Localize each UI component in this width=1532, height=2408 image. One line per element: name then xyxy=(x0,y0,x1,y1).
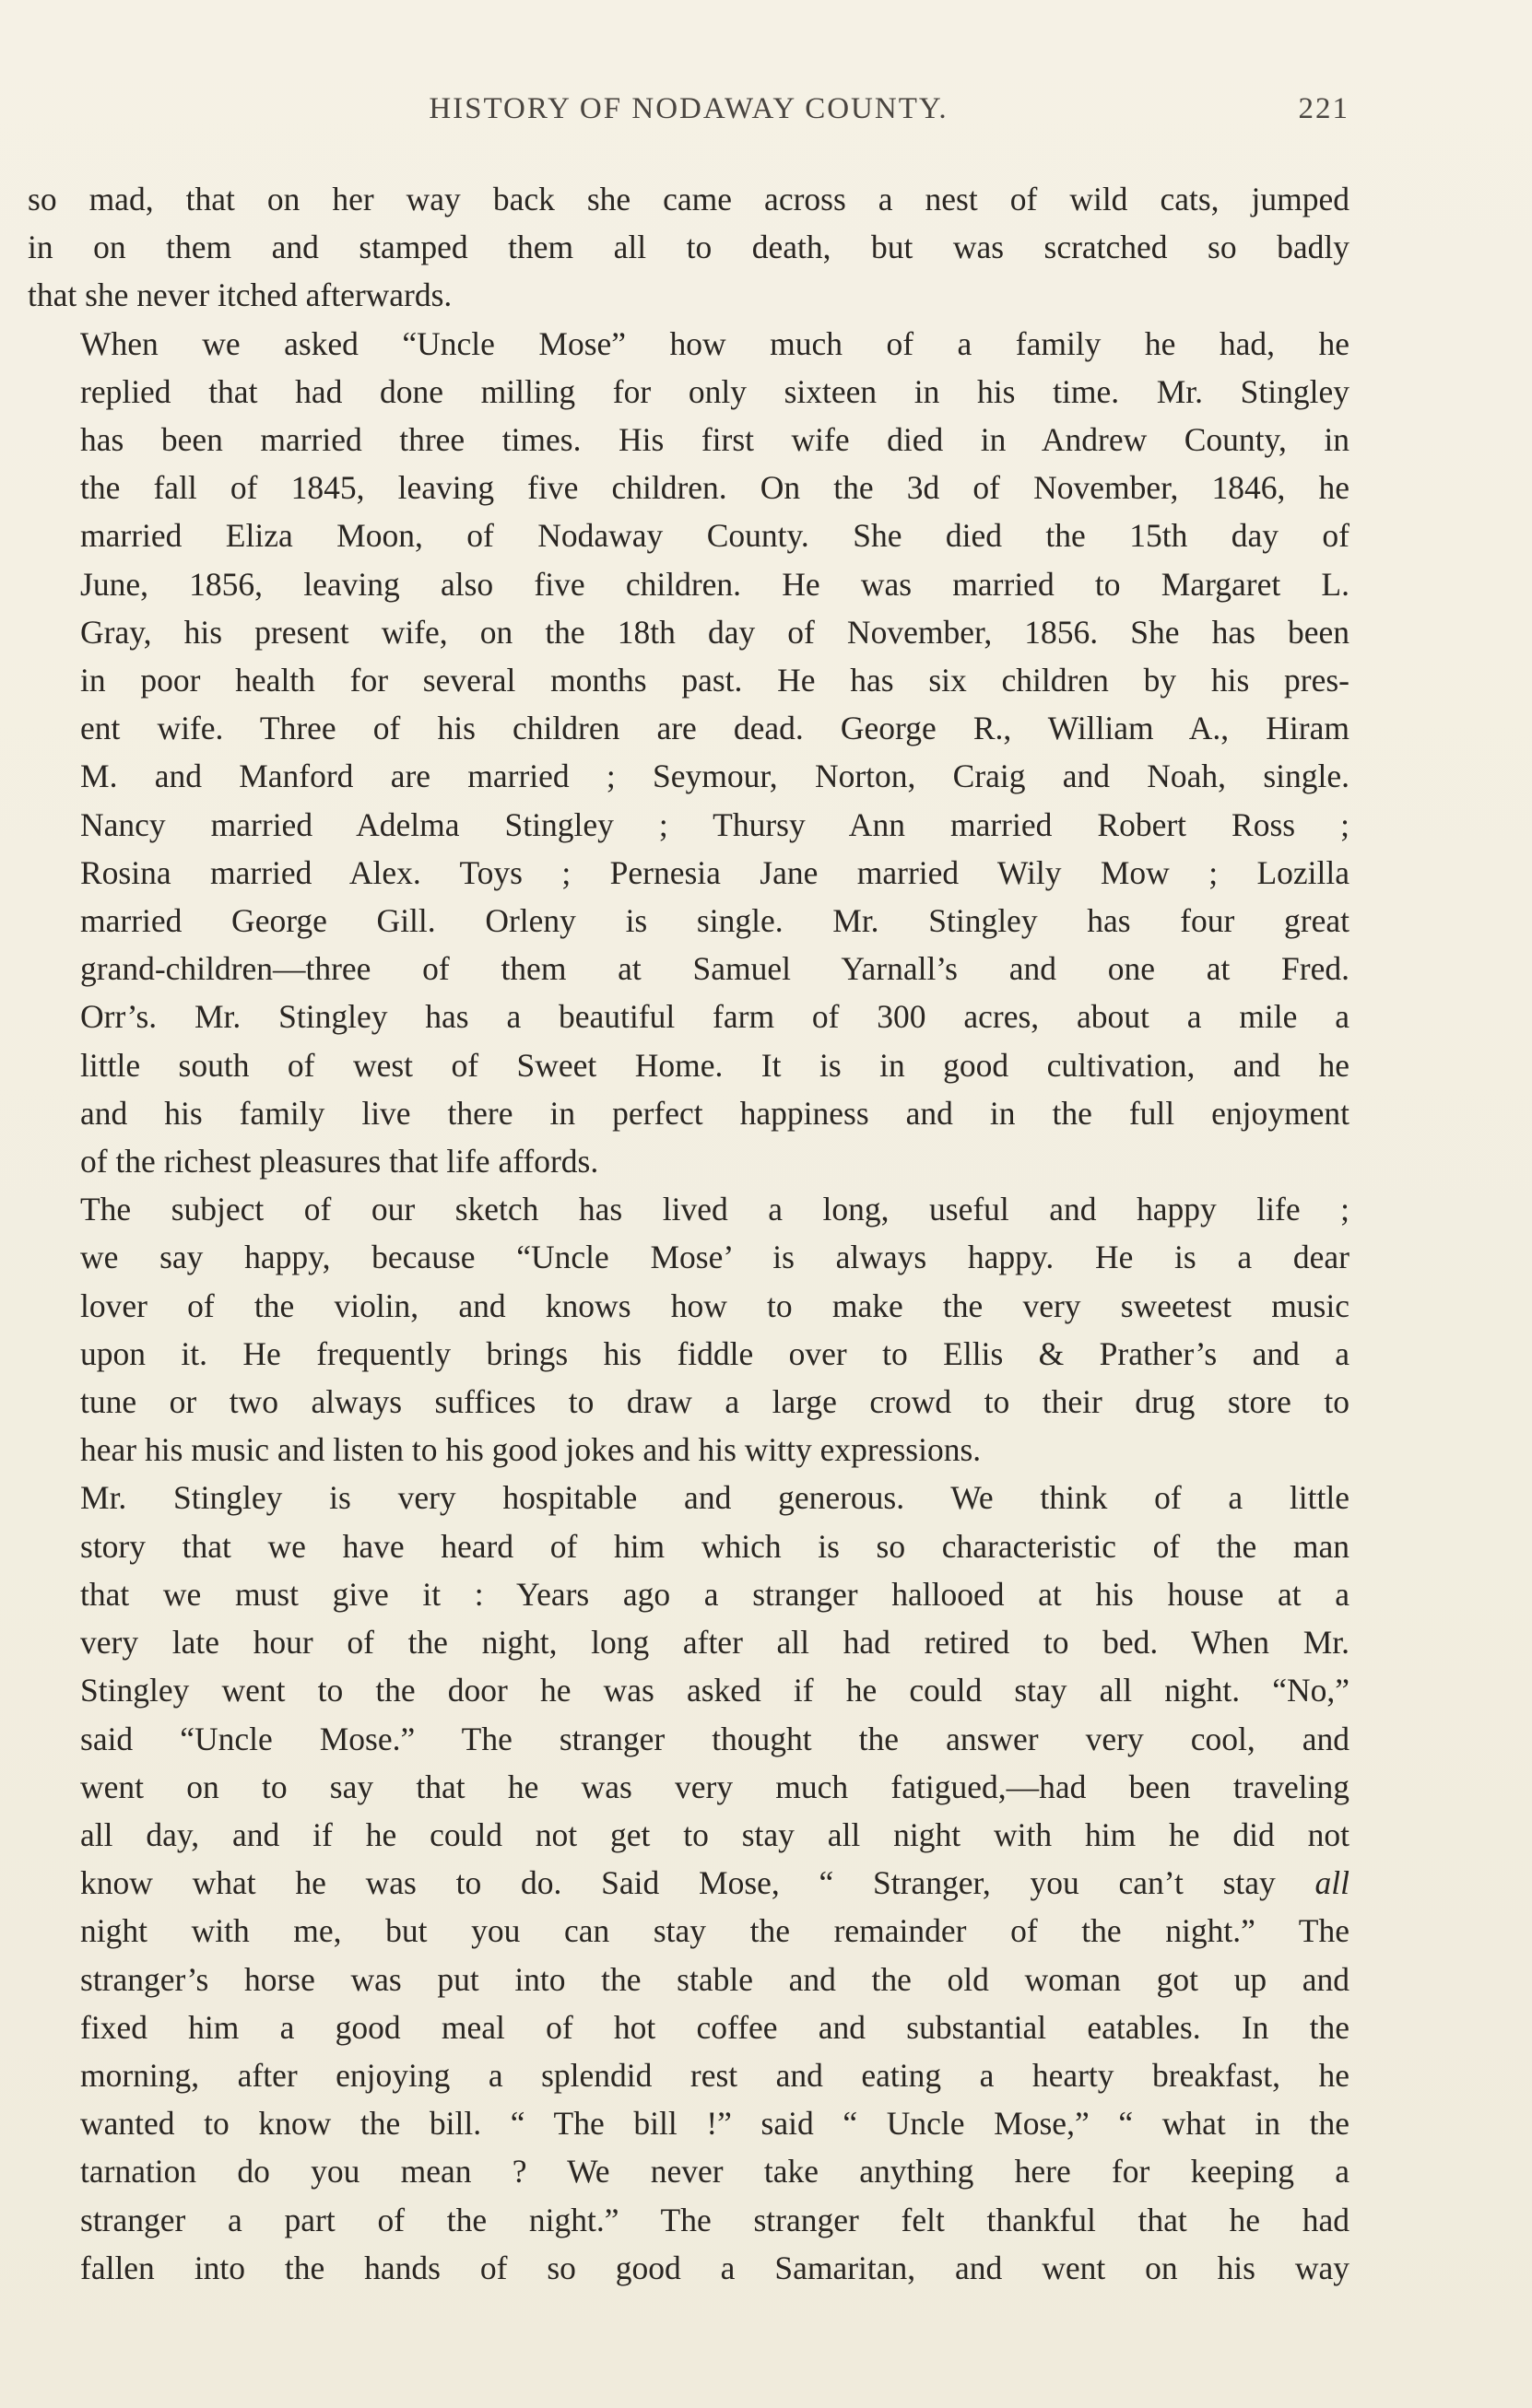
text-line: in poor health for several months past. He has six children by his pres- xyxy=(80,662,1349,699)
text-line: Mr. Stingley is very hospitable and generous. We think of a little xyxy=(80,1479,1349,1517)
text-line: know what he was to do. Said Mose, “ Stranger, you can’t stay all xyxy=(80,1864,1349,1902)
text-line: June, 1856, leaving also five children. He was married to Margaret L. xyxy=(80,565,1349,603)
text-line: lover of the violin, and knows how to make the very sweetest music xyxy=(80,1286,1349,1324)
text-line: hear his music and listen to his good jokes and his witty expressions. xyxy=(80,1431,982,1469)
text-line: wanted to know the bill. “ The bill !” said “ Uncle Mose,” “ what in the xyxy=(80,2105,1349,2143)
text-line: went on to say that he was very much fatigued,—had been traveling xyxy=(80,1768,1349,1805)
text-line: married Eliza Moon, of Nodaway County. She died the 15th day of xyxy=(80,517,1349,555)
text-line: replied that had done milling for only sixteen in his time. Mr. Stingley xyxy=(80,372,1349,410)
text-line: story that we have heard of him which is so characteristic of the man xyxy=(80,1527,1349,1565)
text-line: ent wife. Three of his children are dead. George R., William A., Hiram xyxy=(80,710,1349,747)
text-line: stranger a part of the night.” The stranger felt thankful that he had xyxy=(80,2201,1349,2238)
running-head xyxy=(28,92,1349,138)
text-line: tarnation do you mean ? We never take anything here for keeping a xyxy=(80,2153,1349,2191)
text-line: night with me, but you can stay the remainder of the night.” The xyxy=(80,1912,1349,1950)
text-line: the fall of 1845, leaving five children. On the 3d of November, 1846, he xyxy=(80,469,1349,507)
text-line: that she never itched afterwards. xyxy=(28,276,453,314)
text-line: married George Gill. Orleny is single. Mr. Stingley has four great xyxy=(80,902,1349,940)
paragraph-3 xyxy=(28,1185,1349,1474)
text-line: tune or two always suffices to draw a large crowd to their drug store to xyxy=(80,1383,1349,1421)
text-line: Gray, his present wife, on the 18th day of November, 1856. She has been xyxy=(80,613,1349,651)
text-line: said “Uncle Mose.” The stranger thought the answer very cool, and xyxy=(80,1720,1349,1757)
page-number: 221 xyxy=(1298,92,1349,125)
text-line: When we asked “Uncle Mose” how much of a family he had, he xyxy=(80,324,1349,362)
body-text xyxy=(28,175,1349,2292)
paragraph-4 xyxy=(28,1474,1349,2291)
emphasis: all xyxy=(1314,1864,1349,1902)
text-line: little south of west of Sweet Home. It is in good cultivation, and he xyxy=(80,1046,1349,1084)
text-line: stranger’s horse was put into the stable and the old woman got up and xyxy=(80,1960,1349,1998)
paragraph-1 xyxy=(28,175,1349,320)
text-line: we say happy, because “Uncle Mose’ is always happy. He is a dear xyxy=(80,1239,1349,1276)
text-line: Nancy married Adelma Stingley ; Thursy Ann married Robert Ross ; xyxy=(80,805,1349,843)
text-line: upon it. He frequently brings his fiddle over to Ellis & Prather’s and a xyxy=(80,1334,1349,1372)
text-line: and his family live there in perfect happiness and in the full enjoyment xyxy=(80,1094,1349,1132)
text-line: of the richest pleasures that life affords. xyxy=(80,1143,599,1181)
text-line: fixed him a good meal of hot coffee and substantial eatables. In the xyxy=(80,2008,1349,2046)
text-line: The subject of our sketch has lived a long, useful and happy life ; xyxy=(80,1191,1349,1228)
text-line: that we must give it : Years ago a stranger hallooed at his house at a xyxy=(80,1575,1349,1613)
text-line: Orr’s. Mr. Stingley has a beautiful farm of 300 acres, about a mile a xyxy=(80,998,1349,1036)
text-line: grand-children—three of them at Samuel Yarnall’s and one at Fred. xyxy=(80,950,1349,988)
text-line: M. and Manford are married ; Seymour, Norton, Craig and Noah, single. xyxy=(80,758,1349,795)
text-line: has been married three times. His first wife died in Andrew County, in xyxy=(80,421,1349,459)
text-line: fallen into the hands of so good a Samaritan, and went on his way xyxy=(80,2249,1349,2286)
text-line: Stingley went to the door he was asked if he could stay all night. “No,” xyxy=(80,1672,1349,1709)
text-line: all day, and if he could not get to stay all night with him he did not xyxy=(80,1815,1349,1853)
running-title: HISTORY OF NODAWAY COUNTY. xyxy=(429,92,949,125)
text-line: in on them and stamped them all to death, but was scratched so badly xyxy=(28,229,1349,266)
text-line: morning, after enjoying a splendid rest and eating a hearty breakfast, he xyxy=(80,2056,1349,2094)
text-line: Rosina married Alex. Toys ; Pernesia Jane married Wily Mow ; Lozilla xyxy=(80,853,1349,891)
text-line: very late hour of the night, long after all had retired to bed. When Mr. xyxy=(80,1624,1349,1662)
paragraph-2 xyxy=(28,320,1349,1186)
text-line: so mad, that on her way back she came across a nest of wild cats, jumped xyxy=(28,181,1349,217)
